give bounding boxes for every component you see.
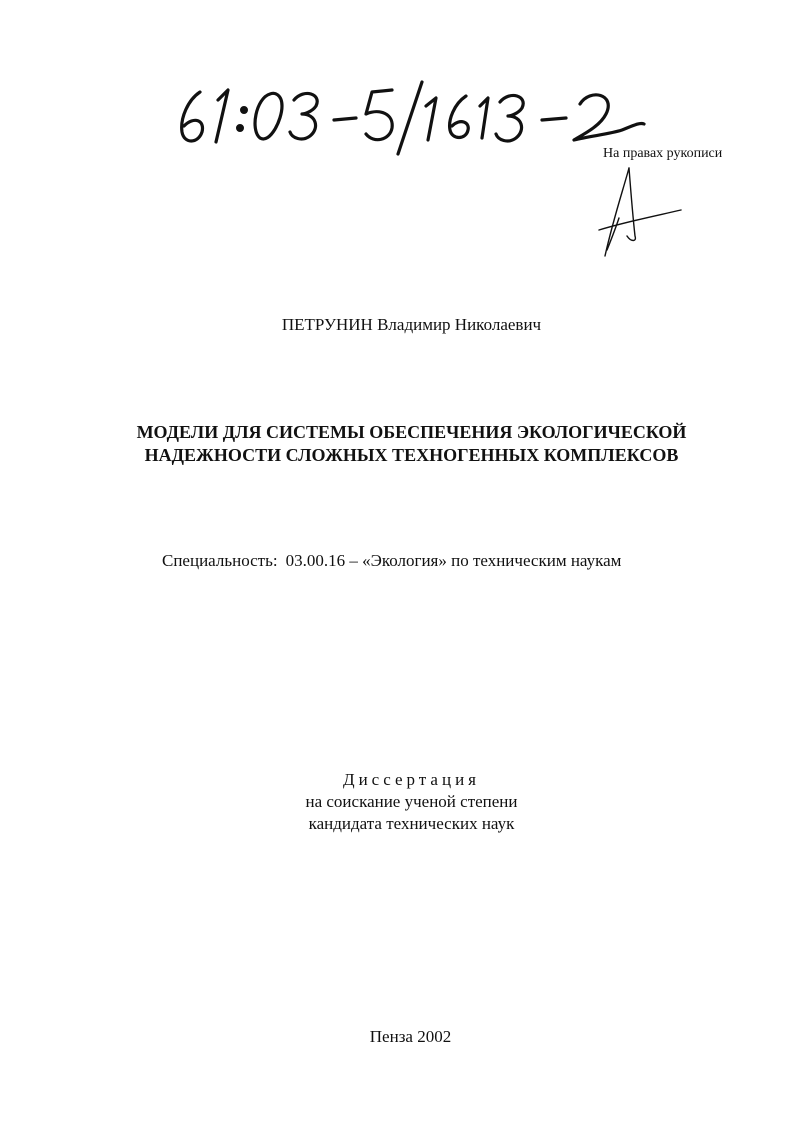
title-line-1: МОДЕЛИ ДЛЯ СИСТЕМЫ ОБЕСПЕЧЕНИЯ ЭКОЛОГИЧЕСКОЙ [136,422,687,442]
dissertation-degree-line: на соискание ученой степени [305,792,518,811]
author-name: ПЕТРУНИН Владимир Николаевич [281,315,542,334]
dissertation-title [0,421,793,467]
dissertation-heading: Диссертация [342,770,480,789]
signature [585,160,695,265]
place-and-year: Пенза 2002 [369,1027,452,1046]
dissertation-field-line: кандидата технических наук [308,814,515,833]
manuscript-rights-note: На правах рукописи [603,146,723,161]
specialty-label: Специальность: [162,551,278,570]
dissertation-block [0,769,793,835]
title-line-2: НАДЕЖНОСТИ СЛОЖНЫХ ТЕХНОГЕННЫХ КОМПЛЕКСОВ [144,445,679,465]
specialty-value: 03.00.16 – «Экология» по техническим наукам [285,551,622,570]
specialty-line [162,551,621,571]
handwritten-catalog-number [170,70,650,170]
